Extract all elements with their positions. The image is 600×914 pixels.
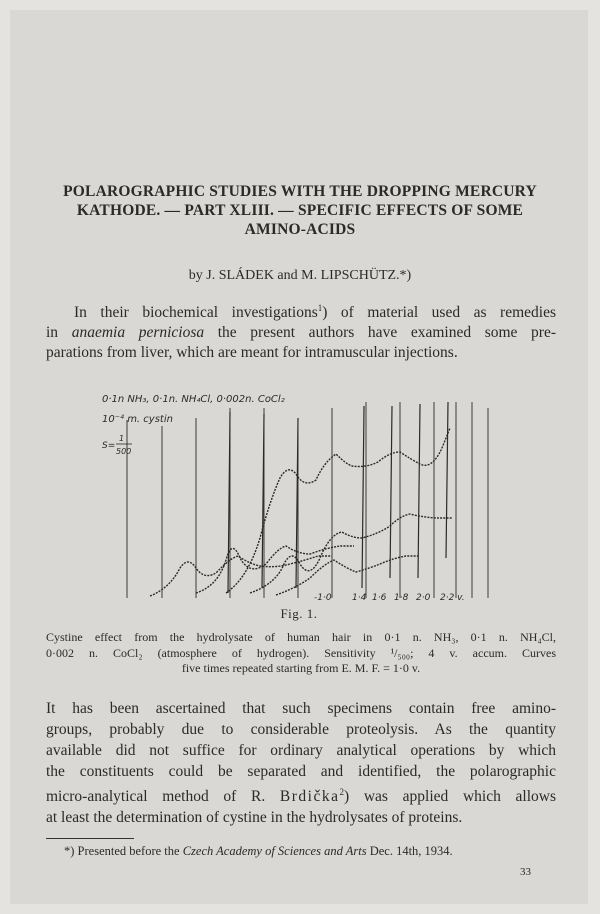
body-line-1: It has been ascertained that such specimens contain free amino-	[46, 700, 556, 717]
sensitivity-denominator: 500	[116, 447, 132, 456]
axis-label-5: 2·0	[416, 593, 431, 603]
body-line-6: at least the determination of cystine in the hydrolysates of proteins.	[46, 809, 463, 827]
page-number: 33	[520, 866, 531, 878]
conditions-label: 0·1n NH₃, 0·1n. NH₄Cl, 0·002n. CoCl₂	[102, 394, 285, 405]
caption-line-2: 0·002 n. CoCl₂ (atmosphere of hydrogen). Sensitivity ¹/₅₀₀; 4 v. accum. Curves	[46, 645, 556, 660]
body-paragraph	[46, 698, 556, 828]
footnote-rule	[46, 838, 134, 839]
axis-label-1: -1·0	[314, 593, 332, 603]
figure-label: Fig. 1.	[280, 606, 318, 621]
grid-lines	[127, 402, 488, 598]
sensitivity-numerator: 1	[119, 434, 125, 443]
voltage-axis-labels	[314, 593, 465, 603]
caption-line-3: five times repeated starting from E. M. F. = 1·0 v.	[181, 661, 421, 675]
figure-caption	[46, 630, 556, 677]
intro-paragraph	[46, 298, 556, 363]
axis-label-6: 2·2 v.	[440, 593, 465, 603]
title-line-1: POLAROGRAPHIC STUDIES WITH THE DROPPING MERCURY	[63, 183, 537, 200]
axis-label-3: 1·6	[372, 593, 387, 603]
authors: by J. SLÁDEK and M. LIPSCHÜTZ.*)	[188, 268, 412, 283]
footnote: *) Presented before the Czech Academy of Sciences and Arts Dec. 14th, 1934.	[64, 844, 453, 858]
sensitivity-prefix: S=	[102, 441, 116, 451]
intro-line-2: in anaemia perniciosa the present authors have examined some pre-	[46, 324, 556, 342]
title-line-3: AMINO-ACIDS	[244, 221, 356, 238]
body-line-5: micro-analytical method of R. Brdička$^2$) was applied which allows	[46, 787, 556, 806]
current-spikes	[228, 402, 448, 593]
axis-label-4: 1·8	[394, 593, 409, 603]
intro-line-3: parations from liver, which are meant for intramuscular injections.	[46, 344, 458, 362]
cystin-label: 10⁻⁴ m. cystin	[102, 414, 173, 425]
body-line-4: the constituents could be separated and identified, the polarographic	[46, 763, 556, 780]
paper-title	[50, 182, 550, 239]
body-line-2: groups, probably due to considerable proteolysis. As the quantity	[46, 721, 556, 738]
polarogram-figure	[100, 388, 500, 604]
polarogram-curves	[150, 428, 452, 596]
caption-line-1: Cystine effect from the hydrolysate of human hair in 0·1 n. NH₃, 0·1 n. NH₄Cl,	[46, 630, 556, 644]
axis-label-2: 1·4	[352, 593, 367, 603]
journal-page	[10, 10, 588, 904]
intro-line-1: In their biochemical investigations$^1$) of material used as remedies	[74, 303, 556, 322]
title-line-2: KATHODE. — PART XLIII. — SPECIFIC EFFECTS OF SOME	[76, 202, 524, 219]
body-line-3: available did not suffice for ordinary analytical operations by which	[46, 742, 556, 759]
